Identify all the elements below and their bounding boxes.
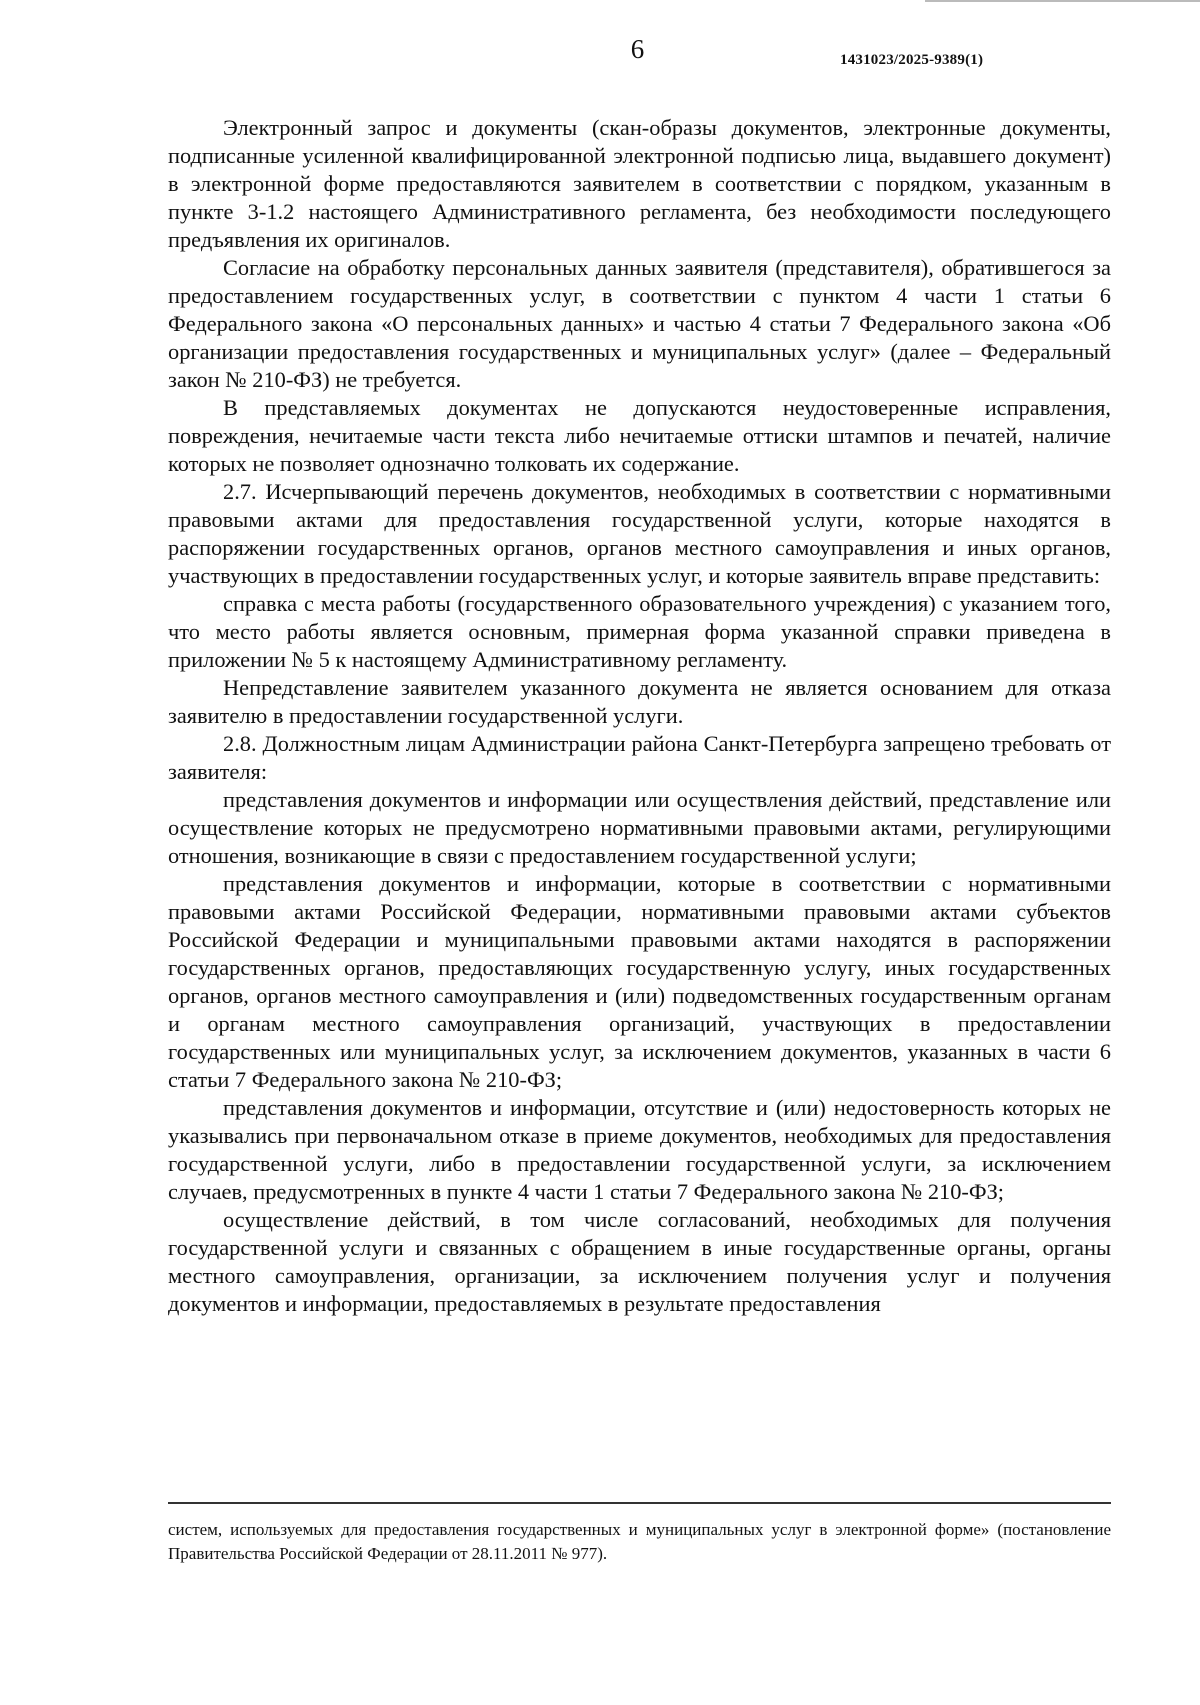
document-body (168, 114, 1111, 1318)
paragraph: представления документов и информации, которые в соответствии с нормативными правовыми актами Российской Федерации, нормативными правовыми актами субъектов Российской Федерации и муниципальными правовыми актами находятся в распоряжении государственных органов, предоставляющих государственную услугу, иных государственных органов, органов местного самоуправления и (или) подведомственных государственным органам и органам местного самоуправления организаций, участвующих в предоставлении государственных или муниципальных услуг, за исключением документов, указанных в части 6 статьи 7 Федерального закона № 210-ФЗ; (168, 871, 1111, 1092)
top-edge-rule (925, 0, 1200, 2)
paragraph: Непредставление заявителем указанного документа не является основанием для отказа заявителю в предоставлении государственной услуги. (168, 675, 1111, 728)
paragraph: В представляемых документах не допускаются неудостоверенные исправления, повреждения, нечитаемые части текста либо нечитаемые оттиски штампов и печатей, наличие которых не позволяет однозначно толковать их содержание. (168, 395, 1111, 476)
paragraph: представления документов и информации, отсутствие и (или) недостоверность которых не указывались при первоначальном отказе в приеме документов, необходимых для предоставления государственной услуги, либо в предоставлении государственной услуги, за исключением случаев, предусмотренных в пункте 4 части 1 статьи 7 Федерального закона № 210-ФЗ; (168, 1095, 1111, 1204)
paragraph: 2.8. Должностным лицам Администрации района Санкт-Петербурга запрещено требовать от заявителя: (168, 731, 1111, 784)
paragraph: справка с места работы (государственного образовательного учреждения) с указанием того, что место работы является основным, примерная форма указанной справки приведена в приложении № 5 к настоящему Административному регламенту. (168, 591, 1111, 672)
footnote-text: систем, используемых для предоставления государственных и муниципальных услуг в электронной форме» (постановление Правительства Российской Федерации от 28.11.2011 № 977). (168, 1520, 1111, 1563)
paragraph: 2.7. Исчерпывающий перечень документов, необходимых в соответствии с нормативными правовыми актами для предоставления государственной услуги, которые находятся в распоряжении государственных органов, органов местного самоуправления и иных органов, участвующих в предоставлении государственных услуг, и которые заявитель вправе представить: (168, 479, 1111, 588)
document-id: 1431023/2025-9389(1) (840, 52, 984, 68)
paragraph: Согласие на обработку персональных данных заявителя (представителя), обратившегося за предоставлением государственных услуг, в соответствии с пунктом 4 части 1 статьи 6 Федерального закона «О персональных данных» и частью 4 статьи 7 Федерального закона «Об организации предоставления государственных и муниципальных услуг» (далее – Федеральный закон № 210-ФЗ) не требуется. (168, 255, 1111, 392)
footnote (168, 1518, 1111, 1566)
page-number: 6 (630, 34, 645, 64)
paragraph: Электронный запрос и документы (скан-образы документов, электронные документы, подписанные усиленной квалифицированной электронной подписью лица, выдавшего документ) в электронной форме предоставляются заявителем в соответствии с порядком, указанным в пункте 3-1.2 настоящего Административного регламента, без необходимости последующего предъявления их оригиналов. (168, 115, 1111, 252)
paragraph: представления документов и информации или осуществления действий, представление или осуществление которых не предусмотрено нормативными правовыми актами, регулирующими отношения, возникающие в связи с предоставлением государственной услуги; (168, 787, 1111, 868)
paragraph: осуществление действий, в том числе согласований, необходимых для получения государственной услуги и связанных с обращением в иные государственные органы, органы местного самоуправления, организации, за исключением получения услуг и получения документов и информации, предоставляемых в результате предоставления (168, 1207, 1111, 1316)
footnote-separator (168, 1502, 1111, 1504)
